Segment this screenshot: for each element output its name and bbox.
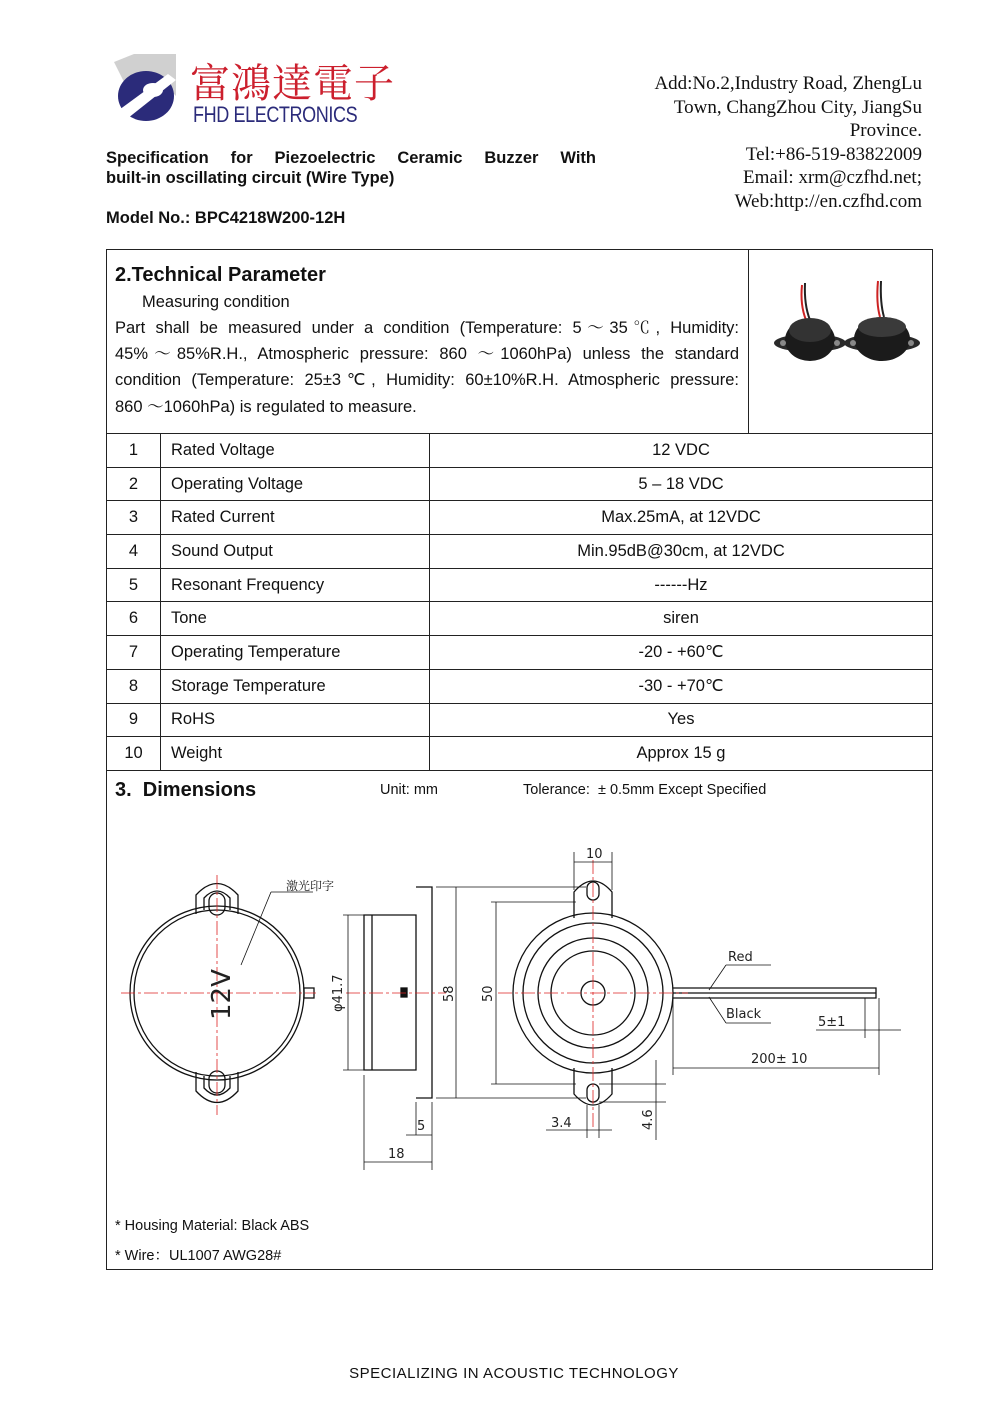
- table-row: [107, 636, 933, 670]
- param-name: Operating Temperature: [161, 636, 430, 670]
- row-number: 3: [107, 501, 161, 535]
- dim-5pm1-label: 5±1: [818, 1015, 846, 1030]
- logo-mark-icon: [106, 52, 181, 130]
- measuring-paragraph: [115, 315, 739, 420]
- laser-marking-label: 激光印字: [286, 879, 335, 893]
- param-name: Rated Voltage: [161, 434, 430, 468]
- marking-label: 12V: [207, 969, 237, 1020]
- row-number: 10: [107, 737, 161, 771]
- address-line: Web:http://en.czfhd.com: [734, 190, 922, 212]
- param-value: Approx 15 g: [430, 737, 933, 771]
- row-number: 2: [107, 467, 161, 501]
- table-row: [107, 669, 933, 703]
- model-number: Model No.: BPC4218W200-12H: [106, 209, 346, 227]
- dim-5-label: 5: [417, 1119, 426, 1134]
- param-value: -20 - +60℃: [430, 636, 933, 670]
- red-wire-label: Red: [728, 950, 753, 965]
- paragraph-line: condition (Temperature: 25±3℃, Humidity: 60±10%R.H. Atmospheric pressure:: [115, 371, 739, 390]
- param-value: Min.95dB@30cm, at 12VDC: [430, 535, 933, 569]
- param-name: Sound Output: [161, 535, 430, 569]
- row-number: 1: [107, 434, 161, 468]
- dim-4.6-label: 4.6: [641, 1109, 656, 1130]
- row-number: 9: [107, 703, 161, 737]
- address-line: Town, ChangZhou City, JiangSu: [673, 96, 922, 118]
- param-value: Max.25mA, at 12VDC: [430, 501, 933, 535]
- unit-label: Unit: mm: [380, 782, 438, 798]
- table-row: [107, 535, 933, 569]
- dim-10-label: 10: [586, 847, 603, 862]
- param-name: Rated Current: [161, 501, 430, 535]
- table-row: [107, 501, 933, 535]
- dimension-drawing: [106, 830, 933, 1180]
- param-value: Yes: [430, 703, 933, 737]
- table-row: [107, 467, 933, 501]
- param-name: Tone: [161, 602, 430, 636]
- row-number: 8: [107, 669, 161, 703]
- address-line: Province.: [849, 120, 922, 141]
- black-wire-label: Black: [726, 1007, 762, 1022]
- dim-3.4-label: 3.4: [551, 1116, 572, 1131]
- logo-english-text: FHD ELECTRONICS: [193, 102, 358, 127]
- table-row: [107, 434, 933, 468]
- table-row: [107, 703, 933, 737]
- table-row: [107, 568, 933, 602]
- param-value: 5 – 18 VDC: [430, 467, 933, 501]
- wire-note: * Wire：UL1007 AWG28#: [115, 1248, 282, 1264]
- diameter-label: φ41.7: [331, 974, 346, 1012]
- table-row: [107, 737, 933, 771]
- address-line: Tel:+86-519-83822009: [745, 143, 922, 165]
- param-name: Operating Voltage: [161, 467, 430, 501]
- paragraph-line: 45%～85%R.H., Atmospheric pressure: 860 ～1060hPa) unless the standard: [115, 345, 739, 364]
- param-name: Storage Temperature: [161, 669, 430, 703]
- param-name: Resonant Frequency: [161, 568, 430, 602]
- param-value: siren: [430, 602, 933, 636]
- address-line: Email: xrm@czfhd.net;: [743, 167, 922, 188]
- address-line: Add:No.2,Industry Road, ZhengLu: [654, 73, 922, 94]
- paragraph-line: Part shall be measured under a condition (Temperature: 5～35℃, Humidity:: [115, 319, 739, 337]
- tolerance-label: Tolerance: ± 0.5mm Except Specified: [523, 782, 767, 798]
- param-name: Weight: [161, 737, 430, 771]
- product-photo: [760, 275, 925, 375]
- dim-58-label: 58: [442, 985, 457, 1002]
- photo-divider: [748, 249, 749, 433]
- param-value: ------Hz: [430, 568, 933, 602]
- footer-tagline: SPECIALIZING IN ACOUSTIC TECHNOLOGY: [349, 1365, 679, 1382]
- measuring-label: Measuring condition: [142, 293, 290, 311]
- parameters-table: [106, 433, 933, 771]
- housing-note: * Housing Material: Black ABS: [115, 1218, 310, 1234]
- company-address: [582, 72, 922, 213]
- dimensions-heading: 3. Dimensions: [115, 779, 257, 801]
- row-number: 5: [107, 568, 161, 602]
- dim-50-label: 50: [481, 985, 496, 1002]
- table-row: [107, 602, 933, 636]
- dim-18-label: 18: [388, 1147, 405, 1162]
- technical-heading: 2.Technical Parameter: [115, 264, 326, 286]
- spec-title-line: Specification for Piezoelectric Ceramic Buzzer With: [106, 149, 596, 167]
- spec-title-line: built-in oscillating circuit (Wire Type): [106, 169, 395, 187]
- row-number: 7: [107, 636, 161, 670]
- logo-chinese-text: 富鴻達電子: [190, 61, 395, 107]
- row-number: 6: [107, 602, 161, 636]
- dim-200-label: 200± 10: [751, 1052, 808, 1067]
- spec-title: [106, 148, 596, 188]
- param-value: 12 VDC: [430, 434, 933, 468]
- paragraph-line: 860 ～1060hPa) is regulated to measure.: [115, 397, 417, 416]
- row-number: 4: [107, 535, 161, 569]
- param-value: -30 - +70℃: [430, 669, 933, 703]
- param-name: RoHS: [161, 703, 430, 737]
